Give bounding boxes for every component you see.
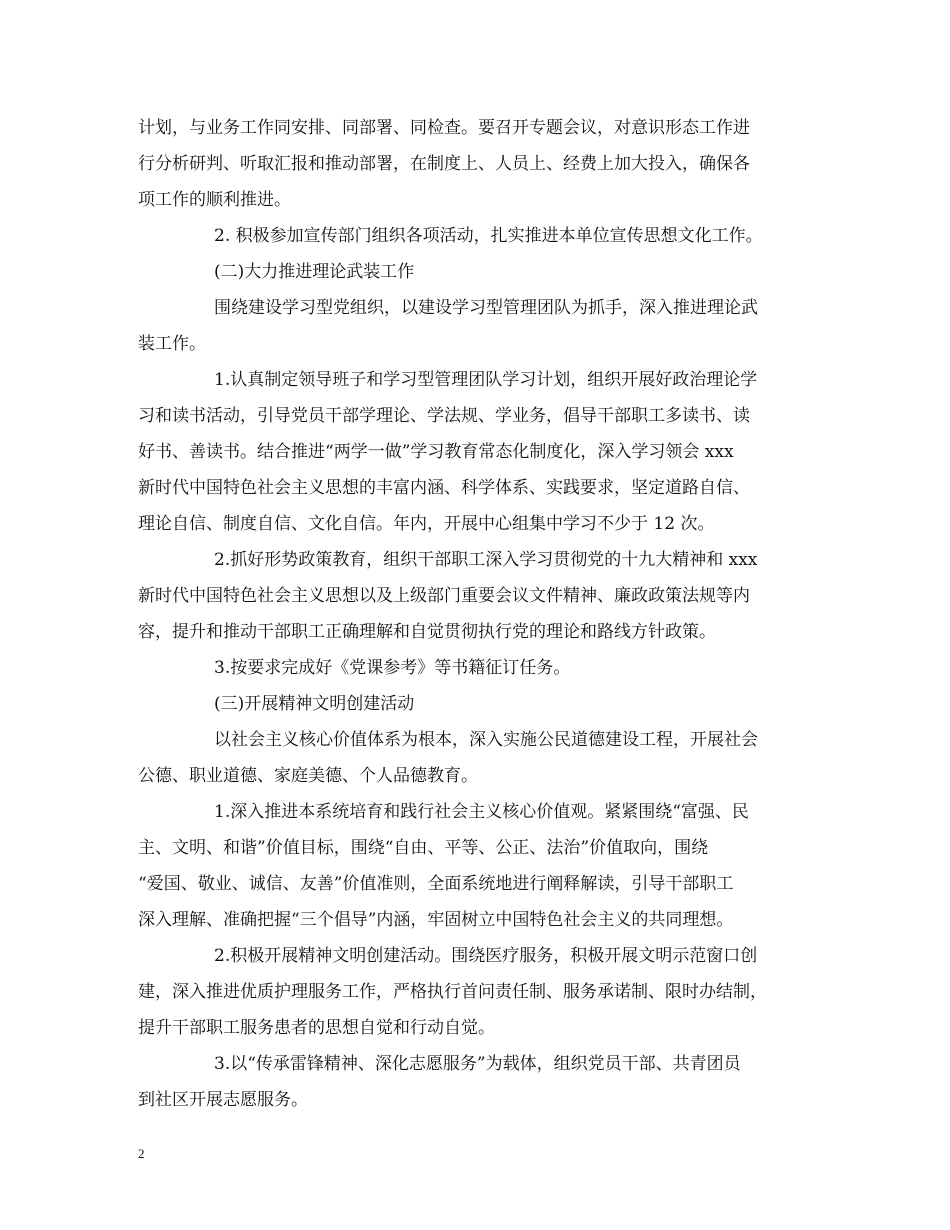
text-line: 1.深入推进本系统培育和践行社会主义核心价值观。紧紧围绕“富强、民: [214, 802, 749, 822]
text-line: 公德、职业道德、家庭美德、个人品德教育。: [138, 766, 478, 786]
text-line: 建，深入推进优质护理服务工作，严格执行首问责任制、服务承诺制、限时办结制，: [138, 982, 767, 1002]
text-line: 容，提升和推动干部职工正确理解和自觉贯彻执行党的理论和路线方针政策。: [138, 622, 716, 642]
page-number: 2: [138, 1146, 145, 1161]
text-line: 项工作的顺利推进。: [138, 190, 291, 210]
text-line: 好书、善读书。结合推进“两学一做”学习教育常态化制度化，深入学习领会 xxx: [138, 442, 734, 462]
text-line: (三)开展精神文明创建活动: [214, 694, 415, 714]
text-line: “爱国、敬业、诚信、友善”价值准则，全面系统地进行阐释解读，引导干部职工: [138, 874, 734, 894]
text-line: 行分析研判、听取汇报和推动部署，在制度上、人员上、经费上加大投入，确保各: [138, 154, 750, 174]
text-line: 计划，与业务工作同安排、同部署、同检查。要召开专题会议，对意识形态工作进: [138, 118, 750, 138]
text-line: 装工作。: [138, 334, 206, 354]
document-body: [138, 110, 818, 1118]
text-line: 2.抓好形势政策教育，组织干部职工深入学习贯彻党的十九大精神和 xxx: [214, 550, 758, 570]
text-line: 1.认真制定领导班子和学习型管理团队学习计划，组织开展好政治理论学: [214, 370, 758, 390]
text-line: 主、文明、和谐”价值目标，围绕“自由、平等、公正、法治”价值取向，围绕: [138, 838, 709, 858]
text-line: 3.以“传承雷锋精神、深化志愿服务”为载体，组织党员干部、共青团员: [214, 1054, 741, 1074]
text-line: 提升干部职工服务患者的思想自觉和行动自觉。: [138, 1018, 495, 1038]
text-line: 习和读书活动，引导党员干部学理论、学法规、学业务，倡导干部职工多读书、读: [138, 406, 750, 426]
text-line: 新时代中国特色社会主义思想以及上级部门重要会议文件精神、廉政政策法规等内: [138, 586, 750, 606]
text-line: 3.按要求完成好《党课参考》等书籍征订任务。: [214, 658, 571, 678]
text-line: 到社区开展志愿服务。: [138, 1090, 308, 1110]
text-line: 以社会主义核心价值体系为根本，深入实施公民道德建设工程，开展社会: [214, 730, 758, 750]
text-line: 理论自信、制度自信、文化自信。年内，开展中心组集中学习不少于 12 次。: [138, 514, 715, 534]
text-line: 2. 积极参加宣传部门组织各项活动，扎实推进本单位宣传思想文化工作。: [214, 226, 763, 246]
text-line: 新时代中国特色社会主义思想的丰富内涵、科学体系、实践要求，坚定道路自信、: [138, 478, 750, 498]
text-line: 深入理解、准确把握“三个倡导”内涵，牢固树立中国特色社会主义的共同理想。: [138, 910, 734, 930]
text-line: 2.积极开展精神文明创建活动。围绕医疗服务，积极开展文明示范窗口创: [214, 946, 758, 966]
text-line: 围绕建设学习型党组织，以建设学习型管理团队为抓手，深入推进理论武: [214, 298, 758, 318]
text-line: (二)大力推进理论武装工作: [214, 262, 415, 282]
